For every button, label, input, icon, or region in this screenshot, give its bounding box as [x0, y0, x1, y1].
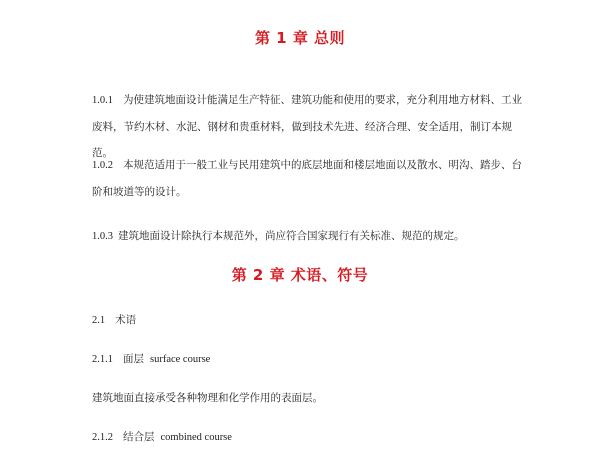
term-2-1-1-heading	[92, 346, 522, 373]
term-2-1-1-definition: 建筑地面直接承受各种物理和化学作用的表面层。	[92, 392, 323, 404]
clause-1-0-3	[92, 223, 522, 250]
term-en: surface course	[150, 354, 211, 365]
clause-1-0-2	[92, 152, 522, 205]
section-2-1-heading	[92, 307, 522, 334]
chapter-1-title: 第 1 章 总则	[254, 29, 346, 47]
clause-number: 1.0.1	[92, 95, 113, 106]
clause-text: 本规范适用于一般工业与民用建筑中的底层地面和楼层地面以及散水、明沟、踏步、台阶和坡道等的设计。	[92, 159, 522, 198]
clause-text: 建筑地面设计除执行本规范外，尚应符合国家现行有关标准、规范的规定。	[118, 230, 465, 242]
term-zh: 结合层	[123, 431, 155, 443]
term-2-1-2-heading	[92, 424, 522, 451]
term-en: combined course	[160, 432, 232, 443]
clause-number: 1.0.3	[92, 231, 113, 242]
term-zh: 面层	[123, 353, 144, 365]
section-number: 2.1	[92, 315, 106, 326]
cutoff-header-text	[0, 0, 600, 6]
clause-number: 1.0.2	[92, 160, 113, 171]
section-title: 术语	[115, 314, 137, 326]
clause-text: 为使建筑地面设计能满足生产特征、建筑功能和使用的要求，充分利用地方材料、工业废料，节约木材、水泥、钢材和贵重材料，做到技术先进、经济合理、安全适用，制订本规范。	[92, 94, 522, 159]
term-number: 2.1.2	[92, 432, 113, 443]
term-number: 2.1.1	[92, 354, 113, 365]
chapter-2-title: 第 2 章 术语、符号	[231, 266, 369, 284]
